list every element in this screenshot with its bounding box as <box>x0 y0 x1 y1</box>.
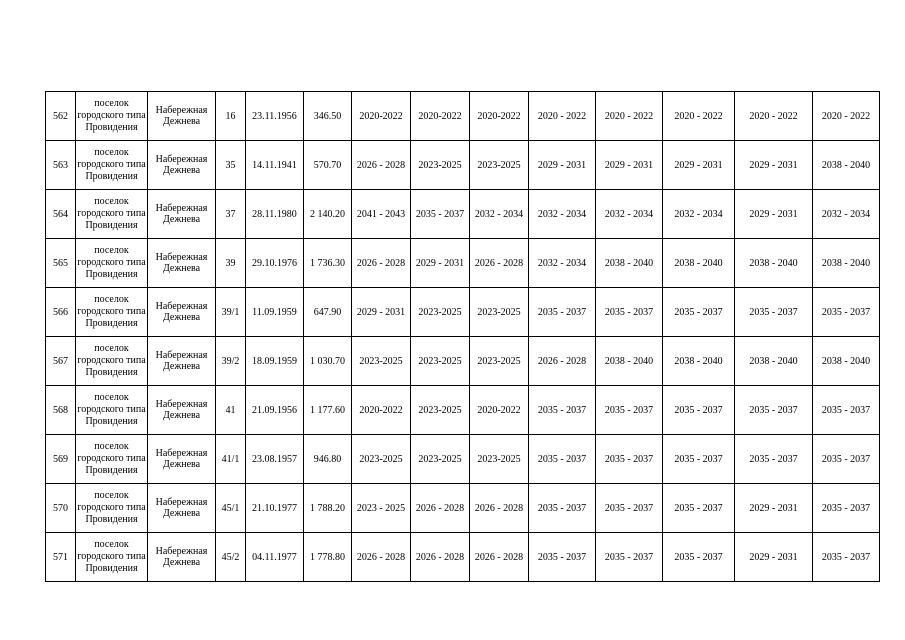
period-cell: 2029 - 2031 <box>735 484 813 533</box>
period-cell: 2038 - 2040 <box>596 239 663 288</box>
period-cell: 2029 - 2031 <box>596 141 663 190</box>
period-cell: 2035 - 2037 <box>813 533 880 582</box>
house-number-cell: 16 <box>216 92 246 141</box>
table-body <box>46 92 880 582</box>
period-cell: 2026 - 2028 <box>529 337 596 386</box>
period-cell: 2038 - 2040 <box>663 239 735 288</box>
house-number-cell: 39 <box>216 239 246 288</box>
period-cell: 2020 - 2022 <box>596 92 663 141</box>
period-cell: 2032 - 2034 <box>529 190 596 239</box>
locality-cell: поселок городского типа Провидения <box>76 435 148 484</box>
house-number-cell: 39/1 <box>216 288 246 337</box>
period-cell: 2020-2022 <box>470 386 529 435</box>
street-cell: Набережная Дежнева <box>148 484 216 533</box>
table-row <box>46 190 880 239</box>
period-cell: 2023-2025 <box>411 337 470 386</box>
period-cell: 2038 - 2040 <box>813 239 880 288</box>
period-cell: 2023-2025 <box>411 386 470 435</box>
table-row <box>46 92 880 141</box>
street-cell: Набережная Дежнева <box>148 190 216 239</box>
row-number-cell: 566 <box>46 288 76 337</box>
area-cell: 2 140.20 <box>304 190 352 239</box>
period-cell: 2020-2022 <box>470 92 529 141</box>
period-cell: 2035 - 2037 <box>596 288 663 337</box>
period-cell: 2035 - 2037 <box>735 435 813 484</box>
period-cell: 2029 - 2031 <box>735 141 813 190</box>
locality-cell: поселок городского типа Провидения <box>76 141 148 190</box>
street-cell: Набережная Дежнева <box>148 533 216 582</box>
table-row <box>46 141 880 190</box>
area-cell: 1 778.80 <box>304 533 352 582</box>
date-cell: 28.11.1980 <box>246 190 304 239</box>
house-number-cell: 41 <box>216 386 246 435</box>
period-cell: 2035 - 2037 <box>813 484 880 533</box>
period-cell: 2035 - 2037 <box>663 288 735 337</box>
date-cell: 04.11.1977 <box>246 533 304 582</box>
period-cell: 2023-2025 <box>411 435 470 484</box>
row-number-cell: 570 <box>46 484 76 533</box>
period-cell: 2035 - 2037 <box>529 386 596 435</box>
table-row <box>46 239 880 288</box>
period-cell: 2029 - 2031 <box>529 141 596 190</box>
period-cell: 2023-2025 <box>470 435 529 484</box>
period-cell: 2035 - 2037 <box>411 190 470 239</box>
period-cell: 2035 - 2037 <box>663 386 735 435</box>
period-cell: 2020 - 2022 <box>813 92 880 141</box>
date-cell: 29.10.1976 <box>246 239 304 288</box>
date-cell: 21.10.1977 <box>246 484 304 533</box>
period-cell: 2035 - 2037 <box>596 533 663 582</box>
area-cell: 1 030.70 <box>304 337 352 386</box>
period-cell: 2035 - 2037 <box>735 288 813 337</box>
date-cell: 23.11.1956 <box>246 92 304 141</box>
period-cell: 2026 - 2028 <box>470 484 529 533</box>
area-cell: 1 177.60 <box>304 386 352 435</box>
house-number-cell: 45/1 <box>216 484 246 533</box>
period-cell: 2035 - 2037 <box>813 288 880 337</box>
period-cell: 2026 - 2028 <box>411 533 470 582</box>
street-cell: Набережная Дежнева <box>148 288 216 337</box>
period-cell: 2026 - 2028 <box>352 239 411 288</box>
period-cell: 2041 - 2043 <box>352 190 411 239</box>
period-cell: 2029 - 2031 <box>735 190 813 239</box>
period-cell: 2026 - 2028 <box>352 141 411 190</box>
period-cell: 2020-2022 <box>352 92 411 141</box>
period-cell: 2023-2025 <box>411 288 470 337</box>
period-cell: 2035 - 2037 <box>529 484 596 533</box>
period-cell: 2032 - 2034 <box>470 190 529 239</box>
period-cell: 2023-2025 <box>470 288 529 337</box>
period-cell: 2032 - 2034 <box>596 190 663 239</box>
table-row <box>46 484 880 533</box>
period-cell: 2035 - 2037 <box>596 386 663 435</box>
street-cell: Набережная Дежнева <box>148 239 216 288</box>
period-cell: 2026 - 2028 <box>470 533 529 582</box>
period-cell: 2023-2025 <box>352 435 411 484</box>
street-cell: Набережная Дежнева <box>148 435 216 484</box>
house-number-cell: 45/2 <box>216 533 246 582</box>
row-number-cell: 567 <box>46 337 76 386</box>
period-cell: 2038 - 2040 <box>735 239 813 288</box>
period-cell: 2026 - 2028 <box>352 533 411 582</box>
table-row <box>46 288 880 337</box>
street-cell: Набережная Дежнева <box>148 92 216 141</box>
area-cell: 647.90 <box>304 288 352 337</box>
period-cell: 2020 - 2022 <box>529 92 596 141</box>
table-row <box>46 435 880 484</box>
period-cell: 2035 - 2037 <box>596 484 663 533</box>
period-cell: 2038 - 2040 <box>663 337 735 386</box>
locality-cell: поселок городского типа Провидения <box>76 484 148 533</box>
row-number-cell: 569 <box>46 435 76 484</box>
street-cell: Набережная Дежнева <box>148 141 216 190</box>
locality-cell: поселок городского типа Провидения <box>76 533 148 582</box>
period-cell: 2035 - 2037 <box>663 533 735 582</box>
period-cell: 2023 - 2025 <box>352 484 411 533</box>
row-number-cell: 565 <box>46 239 76 288</box>
date-cell: 21.09.1956 <box>246 386 304 435</box>
period-cell: 2038 - 2040 <box>813 141 880 190</box>
house-number-cell: 39/2 <box>216 337 246 386</box>
row-number-cell: 563 <box>46 141 76 190</box>
area-cell: 346.50 <box>304 92 352 141</box>
house-number-cell: 37 <box>216 190 246 239</box>
period-cell: 2035 - 2037 <box>813 435 880 484</box>
locality-cell: поселок городского типа Провидения <box>76 190 148 239</box>
repair-schedule-table <box>45 91 880 582</box>
house-number-cell: 41/1 <box>216 435 246 484</box>
period-cell: 2020 - 2022 <box>735 92 813 141</box>
locality-cell: поселок городского типа Провидения <box>76 337 148 386</box>
period-cell: 2029 - 2031 <box>663 141 735 190</box>
area-cell: 570.70 <box>304 141 352 190</box>
period-cell: 2020 - 2022 <box>663 92 735 141</box>
period-cell: 2035 - 2037 <box>735 386 813 435</box>
period-cell: 2035 - 2037 <box>596 435 663 484</box>
street-cell: Набережная Дежнева <box>148 386 216 435</box>
row-number-cell: 562 <box>46 92 76 141</box>
period-cell: 2026 - 2028 <box>411 484 470 533</box>
period-cell: 2029 - 2031 <box>352 288 411 337</box>
period-cell: 2029 - 2031 <box>735 533 813 582</box>
period-cell: 2038 - 2040 <box>735 337 813 386</box>
street-cell: Набережная Дежнева <box>148 337 216 386</box>
period-cell: 2023-2025 <box>470 337 529 386</box>
row-number-cell: 564 <box>46 190 76 239</box>
period-cell: 2035 - 2037 <box>663 435 735 484</box>
period-cell: 2023-2025 <box>352 337 411 386</box>
locality-cell: поселок городского типа Провидения <box>76 386 148 435</box>
house-number-cell: 35 <box>216 141 246 190</box>
row-number-cell: 571 <box>46 533 76 582</box>
period-cell: 2032 - 2034 <box>529 239 596 288</box>
period-cell: 2035 - 2037 <box>813 386 880 435</box>
period-cell: 2023-2025 <box>411 141 470 190</box>
period-cell: 2035 - 2037 <box>529 435 596 484</box>
date-cell: 11.09.1959 <box>246 288 304 337</box>
date-cell: 18.09.1959 <box>246 337 304 386</box>
locality-cell: поселок городского типа Провидения <box>76 239 148 288</box>
period-cell: 2026 - 2028 <box>470 239 529 288</box>
period-cell: 2038 - 2040 <box>596 337 663 386</box>
row-number-cell: 568 <box>46 386 76 435</box>
period-cell: 2032 - 2034 <box>663 190 735 239</box>
period-cell: 2035 - 2037 <box>529 288 596 337</box>
table-row <box>46 337 880 386</box>
period-cell: 2032 - 2034 <box>813 190 880 239</box>
date-cell: 23.08.1957 <box>246 435 304 484</box>
period-cell: 2035 - 2037 <box>529 533 596 582</box>
period-cell: 2020-2022 <box>411 92 470 141</box>
table-row <box>46 533 880 582</box>
period-cell: 2023-2025 <box>470 141 529 190</box>
period-cell: 2020-2022 <box>352 386 411 435</box>
area-cell: 1 736.30 <box>304 239 352 288</box>
table-row <box>46 386 880 435</box>
period-cell: 2029 - 2031 <box>411 239 470 288</box>
area-cell: 946.80 <box>304 435 352 484</box>
period-cell: 2038 - 2040 <box>813 337 880 386</box>
locality-cell: поселок городского типа Провидения <box>76 288 148 337</box>
date-cell: 14.11.1941 <box>246 141 304 190</box>
period-cell: 2035 - 2037 <box>663 484 735 533</box>
locality-cell: поселок городского типа Провидения <box>76 92 148 141</box>
area-cell: 1 788.20 <box>304 484 352 533</box>
